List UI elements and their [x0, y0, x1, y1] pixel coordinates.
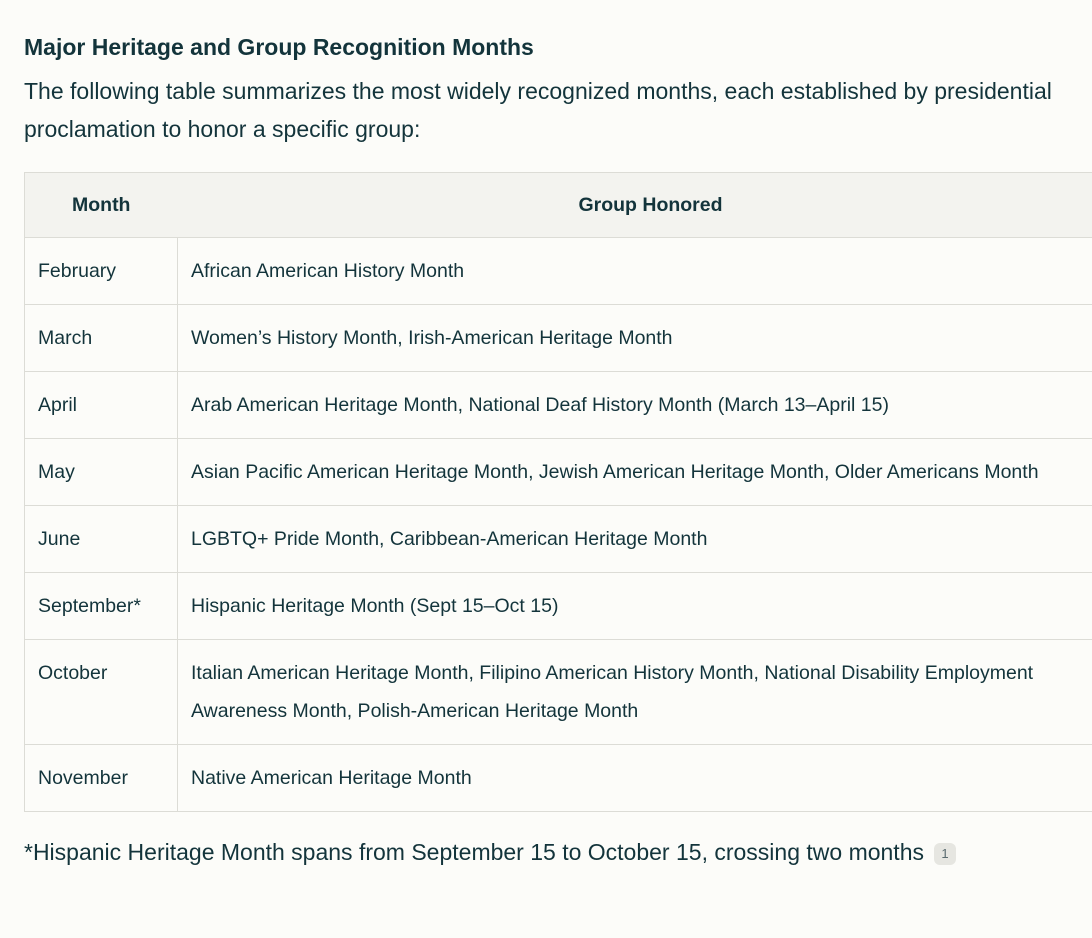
- group-cell: Native American Heritage Month: [178, 745, 1092, 812]
- column-header-group: Group Honored: [178, 173, 1092, 238]
- month-cell: April: [25, 372, 178, 439]
- month-cell: March: [25, 305, 178, 372]
- group-cell: Hispanic Heritage Month (Sept 15–Oct 15): [178, 573, 1092, 640]
- group-cell: Asian Pacific American Heritage Month, Jewish American Heritage Month, Older Americans Month: [178, 439, 1092, 506]
- intro-paragraph: The following table summarizes the most widely recognized months, each established by presidential proclamation to honor a specific group:: [24, 78, 1052, 142]
- month-cell: June: [25, 506, 178, 573]
- column-header-month: Month: [25, 173, 178, 238]
- table-row: [25, 640, 1092, 745]
- table-header-row: [25, 173, 1092, 238]
- month-cell: May: [25, 439, 178, 506]
- group-cell: Arab American Heritage Month, National Deaf History Month (March 13–April 15): [178, 372, 1092, 439]
- table-row: [25, 439, 1092, 506]
- group-cell: Women’s History Month, Irish-American Heritage Month: [178, 305, 1092, 372]
- footnote-text: *Hispanic Heritage Month spans from September 15 to October 15, crossing two months: [24, 839, 924, 865]
- month-cell: October: [25, 640, 178, 745]
- table-row: [25, 573, 1092, 640]
- table-row: [25, 305, 1092, 372]
- footnote: [24, 832, 1092, 872]
- month-cell: November: [25, 745, 178, 812]
- table-row: [25, 506, 1092, 573]
- month-cell: February: [25, 238, 178, 305]
- table-row: [25, 745, 1092, 812]
- group-cell: Italian American Heritage Month, Filipino American History Month, National Disability Employment Awareness Month, Polish-American Heritage Month: [178, 640, 1092, 745]
- section-heading: Major Heritage and Group Recognition Months: [24, 34, 534, 60]
- group-cell: African American History Month: [178, 238, 1092, 305]
- article-content: [24, 30, 1092, 872]
- citation-badge[interactable]: 1: [934, 843, 955, 865]
- month-cell: September*: [25, 573, 178, 640]
- heritage-months-table: [24, 172, 1092, 812]
- table-row: [25, 372, 1092, 439]
- table-row: [25, 238, 1092, 305]
- group-cell: LGBTQ+ Pride Month, Caribbean-American Heritage Month: [178, 506, 1092, 573]
